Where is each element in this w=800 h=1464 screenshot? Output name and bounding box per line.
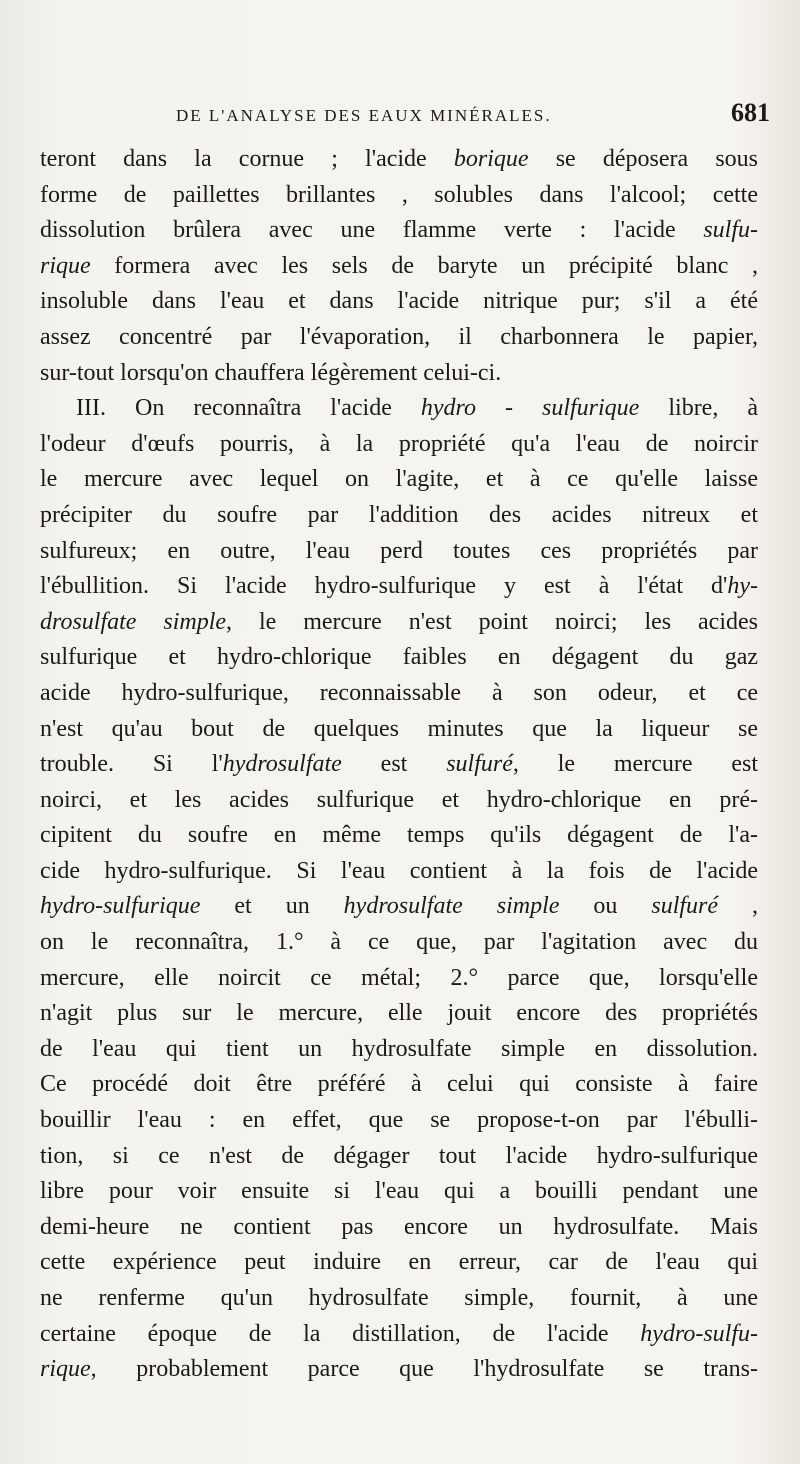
text-line bbox=[40, 925, 758, 961]
text-line bbox=[40, 213, 758, 249]
text-segment: Ce procédé doit être préféré à celui qui consiste à faire bbox=[40, 1071, 758, 1098]
text-segment: noirci, et les acides sulfurique et hydro-chlorique en pré- bbox=[40, 786, 758, 813]
text-segment: trouble. Si l' bbox=[40, 751, 223, 778]
text-line bbox=[40, 142, 758, 178]
text-segment: insoluble dans l'eau et dans l'acide nitrique pur; s'il a été bbox=[40, 288, 758, 315]
text-segment: , le mercure est bbox=[512, 751, 758, 778]
text-segment: sur-tout lorsqu'on chauffera légèrement celui-ci. bbox=[40, 359, 502, 386]
text-line bbox=[40, 249, 758, 285]
text-segment: , le mercure n'est point noirci; les acides bbox=[226, 608, 758, 635]
text-segment: ne renferme qu'un hydrosulfate simple, fournit, à une bbox=[40, 1285, 758, 1311]
text-line bbox=[40, 889, 758, 925]
text-segment: de l'eau qui tient un hydrosulfate simple en dissolution. bbox=[40, 1035, 758, 1062]
text-segment: n'agit plus sur le mercure, elle jouit encore des propriétés bbox=[40, 1000, 758, 1027]
text-segment: tion, si ce n'est de dégager tout l'acide hydro-sulfurique bbox=[40, 1142, 758, 1169]
text-segment: acide hydro-sulfurique, reconnaissable à son odeur, et ce bbox=[40, 679, 758, 706]
text-segment: formera avec les sels de baryte un précipité blanc , bbox=[90, 252, 758, 279]
text-segment: , probablement parce que l'hydrosulfate se trans- bbox=[90, 1356, 758, 1383]
text-line bbox=[40, 178, 758, 214]
text-segment: sulfurique et hydro-chlorique faibles en dégagent du gaz bbox=[40, 644, 758, 671]
italic-segment: sulfu- bbox=[703, 217, 758, 244]
text-segment: l'ébullition. Si l'acide hydro-sulfurique y est à l'état d' bbox=[40, 573, 728, 600]
text-segment: est bbox=[341, 751, 447, 778]
text-line bbox=[40, 1032, 758, 1068]
italic-segment: sulfuré bbox=[446, 751, 513, 778]
text-line bbox=[40, 1103, 758, 1139]
text-line bbox=[40, 996, 758, 1032]
text-segment: cide hydro-sulfurique. Si l'eau contient à la fois de l'acide bbox=[40, 857, 758, 884]
italic-segment: hydro-sulfurique bbox=[40, 893, 201, 920]
running-head: DE L'ANALYSE DES EAUX MINÉRALES. bbox=[176, 106, 552, 125]
italic-segment: hydrosulfate simple bbox=[343, 893, 560, 920]
text-line bbox=[40, 783, 758, 819]
text-segment: le mercure avec lequel on l'agite, et à ce qu'elle laisse bbox=[40, 466, 758, 493]
italic-segment: rique bbox=[40, 252, 91, 279]
text-line bbox=[40, 1210, 758, 1246]
text-line bbox=[40, 961, 758, 997]
text-line bbox=[40, 1245, 758, 1281]
text-segment: l'odeur d'œufs pourris, à la propriété qu'a l'eau de noircir bbox=[40, 430, 758, 457]
text-line bbox=[40, 676, 758, 712]
text-segment: on le reconnaîtra, 1.° à ce que, par l'agitation avec du bbox=[40, 929, 758, 956]
text-line bbox=[40, 569, 758, 605]
text-line bbox=[40, 1174, 758, 1210]
text-line bbox=[40, 320, 758, 356]
text-line bbox=[40, 498, 758, 534]
text-segment: assez concentré par l'évaporation, il charbonnera le papier, bbox=[40, 323, 758, 350]
text-segment: mercure, elle noircit ce métal; 2.° parce que, lorsqu'elle bbox=[40, 964, 758, 991]
text-segment: bouillir l'eau : en effet, que se propose-t-on par l'ébulli- bbox=[40, 1107, 758, 1134]
page-number: 681 bbox=[731, 98, 770, 127]
text-segment: dissolution brûlera avec une flamme verte : l'acide bbox=[40, 217, 704, 244]
text-segment: libre, à bbox=[639, 395, 758, 422]
text-line bbox=[40, 818, 758, 854]
page-header bbox=[40, 98, 770, 134]
text-line bbox=[40, 356, 758, 392]
text-line bbox=[40, 712, 758, 748]
italic-segment: hy- bbox=[727, 573, 758, 600]
italic-segment: hydro-sulfu- bbox=[640, 1320, 758, 1347]
text-line bbox=[40, 391, 758, 427]
text-segment: n'est qu'au bout de quelques minutes que la liqueur se bbox=[40, 715, 758, 742]
text-segment: demi-heure ne contient pas encore un hydrosulfate. Mais bbox=[40, 1213, 758, 1240]
text-line bbox=[40, 284, 758, 320]
text-line bbox=[40, 1067, 758, 1103]
text-line bbox=[40, 747, 758, 783]
text-line bbox=[40, 854, 758, 890]
text-segment: , bbox=[718, 893, 758, 920]
text-line bbox=[40, 462, 758, 498]
body-text bbox=[40, 142, 758, 1388]
text-line bbox=[40, 1352, 758, 1388]
text-segment: et un bbox=[200, 893, 344, 920]
italic-segment: hydrosulfate bbox=[222, 751, 342, 778]
text-segment: ou bbox=[559, 893, 652, 920]
italic-segment: sulfuré bbox=[651, 893, 719, 920]
text-line bbox=[40, 1281, 758, 1317]
text-line bbox=[40, 1139, 758, 1175]
text-line bbox=[40, 605, 758, 641]
text-line bbox=[40, 427, 758, 463]
italic-segment: borique bbox=[453, 146, 529, 172]
text-segment: se déposera sous bbox=[528, 146, 758, 172]
text-segment: précipiter du soufre par l'addition des acides nitreux et bbox=[40, 501, 758, 528]
text-segment: III. On reconnaîtra l'acide bbox=[76, 395, 421, 422]
text-line bbox=[40, 640, 758, 676]
text-segment: forme de paillettes brillantes , solubles dans l'alcool; cette bbox=[40, 181, 758, 208]
text-segment: libre pour voir ensuite si l'eau qui a bouilli pendant une bbox=[40, 1178, 758, 1205]
italic-segment: hydro - sulfurique bbox=[420, 395, 640, 422]
text-line bbox=[40, 534, 758, 570]
text-segment: cette expérience peut induire en erreur, car de l'eau qui bbox=[40, 1249, 758, 1276]
text-segment: cipitent du soufre en même temps qu'ils dégagent de l'a- bbox=[40, 822, 758, 849]
text-segment: teront dans la cornue ; l'acide bbox=[40, 146, 454, 172]
text-segment: sulfureux; en outre, l'eau perd toutes ces propriétés par bbox=[40, 537, 758, 564]
italic-segment: rique bbox=[40, 1356, 91, 1383]
italic-segment: drosulfate simple bbox=[40, 608, 227, 635]
text-segment: certaine époque de la distillation, de l'acide bbox=[40, 1320, 641, 1347]
text-line bbox=[40, 1317, 758, 1353]
